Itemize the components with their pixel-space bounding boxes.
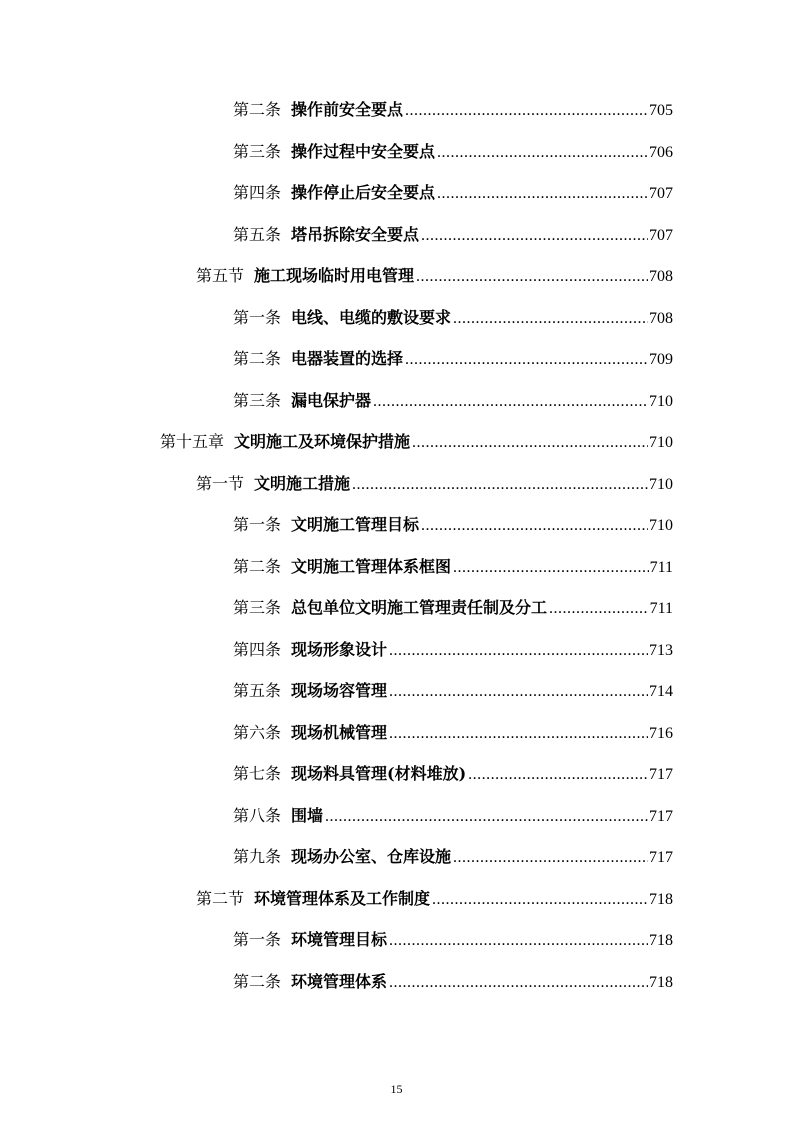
toc-entry-page: 717 <box>649 807 673 825</box>
toc-entry[interactable] <box>233 802 673 830</box>
toc-entry-title: 围墙 <box>291 805 324 825</box>
toc-entry-label: 第七条 <box>233 764 282 783</box>
toc-entry-title: 电器装置的选择 <box>291 349 404 368</box>
toc-entry-page: 711 <box>649 600 673 617</box>
toc-entry[interactable] <box>233 760 673 788</box>
toc-entry-label: 第三条 <box>233 141 282 161</box>
toc-entry-page: 718 <box>649 890 673 908</box>
toc-entry-page: 717 <box>649 849 673 866</box>
toc-dot-leader <box>352 471 648 499</box>
toc-entry-label: 第一条 <box>233 307 282 327</box>
toc-entry-page: 710 <box>649 517 673 534</box>
toc-dot-leader <box>405 346 648 374</box>
toc-dot-leader <box>389 927 648 955</box>
toc-entry-title: 现场形象设计 <box>291 639 388 659</box>
toc-entry-page: 705 <box>649 102 673 119</box>
toc-entry[interactable] <box>196 262 673 290</box>
page-number: 15 <box>390 1082 403 1096</box>
toc-entry[interactable] <box>233 926 673 954</box>
toc-entry[interactable] <box>233 179 673 207</box>
toc-entry-title: 现场机械管理 <box>291 722 388 742</box>
toc-entry-label: 第十五章 <box>160 432 225 451</box>
toc-entry-label: 第二节 <box>196 888 245 908</box>
toc-entry-label: 第六条 <box>233 722 282 742</box>
toc-dot-leader <box>432 886 648 914</box>
toc-entry-title: 现场场容管理 <box>291 681 388 700</box>
toc-entry-page: 714 <box>649 683 673 700</box>
toc-entry-title: 环境管理目标 <box>291 930 388 949</box>
toc-entry-title: 电线、电缆的敷设要求 <box>291 307 452 327</box>
toc-entry-label: 第一条 <box>233 515 282 534</box>
toc-entry[interactable] <box>196 885 673 913</box>
toc-entry[interactable] <box>233 387 673 415</box>
toc-dot-leader <box>389 720 648 748</box>
toc-dot-leader <box>416 263 648 291</box>
toc-entry[interactable] <box>160 428 673 456</box>
toc-entry-page: 707 <box>649 185 673 202</box>
toc-entry[interactable] <box>233 304 673 332</box>
toc-entry[interactable] <box>233 345 673 373</box>
toc-entry-title: 塔吊拆除安全要点 <box>291 224 420 244</box>
toc-entry[interactable] <box>233 96 673 124</box>
toc-entry-title: 文明施工及环境保护措施 <box>234 432 411 451</box>
toc-entry-label: 第三条 <box>233 598 282 617</box>
toc-entry-page: 709 <box>649 351 673 368</box>
toc-entry-title: 总包单位文明施工管理责任制及分工 <box>291 598 548 617</box>
toc-dot-leader <box>453 554 649 582</box>
toc-entry[interactable] <box>233 221 673 249</box>
toc-entry-label: 第九条 <box>233 847 282 866</box>
toc-dot-leader <box>412 429 648 457</box>
toc-dot-leader <box>389 678 648 706</box>
toc-entry-label: 第四条 <box>233 183 282 202</box>
toc-entry-page: 718 <box>649 973 673 991</box>
toc-entry-label: 第八条 <box>233 805 282 825</box>
toc-entry[interactable] <box>233 843 673 871</box>
toc-entry-title: 现场办公室、仓库设施 <box>291 847 452 866</box>
toc-dot-leader <box>421 222 648 250</box>
toc-entry-page: 708 <box>649 309 673 327</box>
toc-entry[interactable] <box>233 138 673 166</box>
toc-entry-title: 环境管理体系及工作制度 <box>254 888 431 908</box>
toc-dot-leader <box>389 637 648 665</box>
toc-entry-label: 第五条 <box>233 681 282 700</box>
toc-entry-label: 第五节 <box>196 266 245 285</box>
toc-dot-leader <box>405 97 648 125</box>
toc-entry-label: 第三条 <box>233 390 282 410</box>
toc-entry-page: 710 <box>649 475 673 493</box>
toc-entry-label: 第五条 <box>233 224 282 244</box>
toc-entry[interactable] <box>233 677 673 705</box>
toc-dot-leader <box>373 388 648 416</box>
toc-entry-title: 漏电保护器 <box>291 390 372 410</box>
toc-entry-page: 710 <box>649 434 673 451</box>
toc-entry-label: 第一节 <box>196 473 245 493</box>
toc-dot-leader <box>453 844 648 872</box>
toc-entry-page: 711 <box>649 558 673 576</box>
toc-entry-title: 操作过程中安全要点 <box>291 141 436 161</box>
toc-entry-page: 707 <box>649 226 673 244</box>
toc-dot-leader <box>453 305 648 333</box>
toc-entry[interactable] <box>233 553 673 581</box>
toc-entry-title: 文明施工管理体系框图 <box>291 556 452 576</box>
toc-entry[interactable] <box>196 470 673 498</box>
toc-entry-title: 现场料具管理(材料堆放) <box>291 764 467 783</box>
toc-entry-label: 第二条 <box>233 971 282 991</box>
toc-entry[interactable] <box>233 636 673 664</box>
toc-entry-title: 文明施工管理目标 <box>291 515 420 534</box>
toc-dot-leader <box>437 139 648 167</box>
toc-entry-label: 第二条 <box>233 100 282 119</box>
toc-entry[interactable] <box>233 719 673 747</box>
toc-dot-leader <box>549 595 649 623</box>
toc-dot-leader <box>437 180 648 208</box>
toc-dot-leader <box>389 969 648 997</box>
toc-dot-leader <box>468 761 648 789</box>
toc-entry-page: 716 <box>649 724 673 742</box>
toc-entry-title: 环境管理体系 <box>291 971 388 991</box>
toc-entry[interactable] <box>233 968 673 996</box>
toc-entry-label: 第二条 <box>233 349 282 368</box>
toc-entry-title: 文明施工措施 <box>254 473 351 493</box>
toc-dot-leader <box>421 512 648 540</box>
toc-entry[interactable] <box>233 511 673 539</box>
toc-entry[interactable] <box>233 594 673 622</box>
toc-entry-title: 施工现场临时用电管理 <box>254 266 415 285</box>
toc-entry-title: 操作停止后安全要点 <box>291 183 436 202</box>
toc-entry-page: 708 <box>649 268 673 285</box>
toc-entry-title: 操作前安全要点 <box>291 100 404 119</box>
toc-entry-label: 第二条 <box>233 556 282 576</box>
toc-entry-page: 713 <box>649 641 673 659</box>
toc-entry-page: 706 <box>649 143 673 161</box>
toc-entry-label: 第四条 <box>233 639 282 659</box>
toc-entry-page: 718 <box>649 932 673 949</box>
toc-entry-label: 第一条 <box>233 930 282 949</box>
toc-dot-leader <box>325 803 648 831</box>
toc-entry-page: 717 <box>649 766 673 783</box>
toc-entry-page: 710 <box>649 392 673 410</box>
